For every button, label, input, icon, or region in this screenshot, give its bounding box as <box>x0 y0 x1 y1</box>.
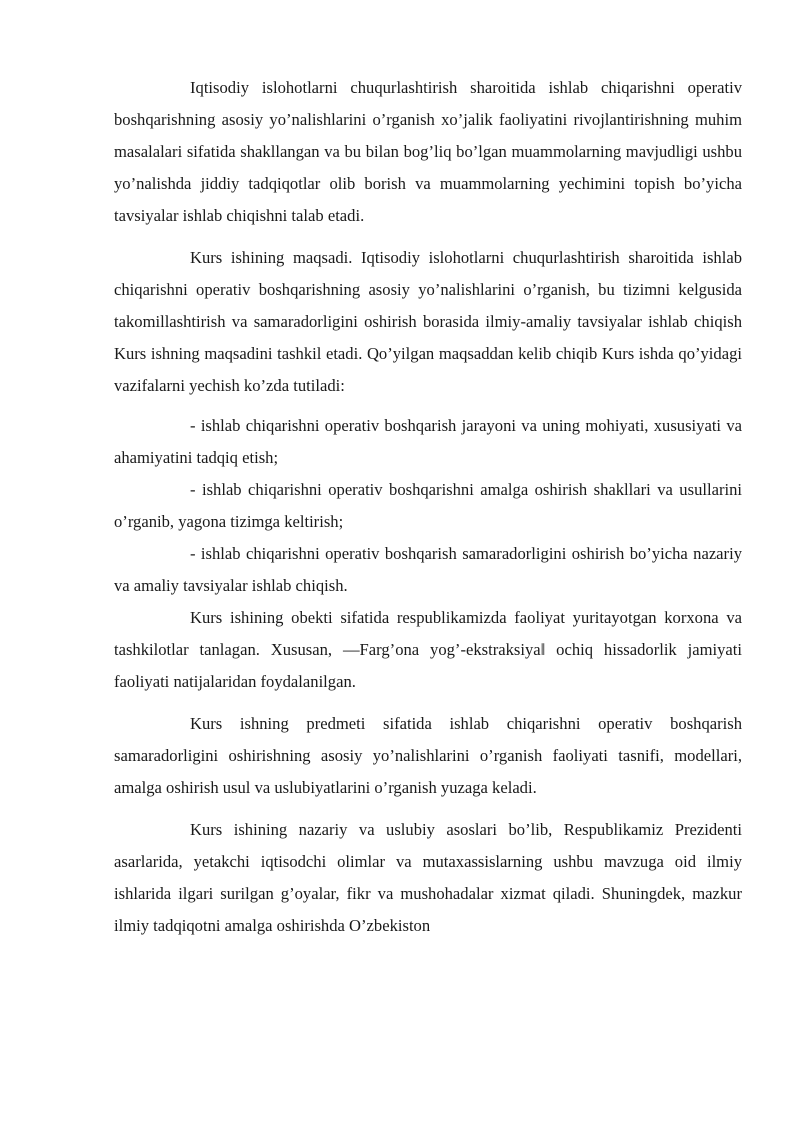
document-body <box>114 72 742 942</box>
task-item-3: - ishlab chiqarishni operativ boshqarish samaradorligini oshirish bo’yicha nazariy va amaliy tavsiyalar ishlab chiqish. <box>114 544 742 595</box>
task-item-1: - ishlab chiqarishni operativ boshqarish jarayoni va uning mohiyati, xususiyati va ahamiyatini tadqiq etish; <box>114 416 742 467</box>
paragraph-course-goal: Kurs ishining maqsadi. Iqtisodiy islohotlarni chuqurlashtirish sharoitida ishlab chiqarishni operativ boshqarishning asosiy yo’nalishlarini o’rganish, bu tizimni kelgusida takomillashtirish va samaradorligini oshirish borasida ilmiy-amaliy tavsiyalar ishlab chiqish Kurs ishning maqsadini tashkil etadi. Qo’yilgan maqsaddan kelib chiqib Kurs ishda qo’yidagi vazifalarni yechish ko’zda tutiladi: <box>114 248 742 395</box>
paragraph-theoretical-basis: Kurs ishining nazariy va uslubiy asoslari bo’lib, Respublikamiz Prezidenti asarlarida, yetakchi iqtisodchi olimlar va mutaxassislarning ushbu mavzuga oid ilmiy ishlarida ilgari surilgan g’oyalar, fikr va mushohadalar xizmat qiladi. Shuningdek, mazkur ilmiy tadqiqotni amalga oshirishda O’zbekiston <box>114 820 742 935</box>
paragraph-course-subject: Kurs ishning predmeti sifatida ishlab chiqarishni operativ boshqarish samaradorligini oshirishning asosiy yo’nalishlarini o’rganish faoliyati tasnifi, modellari, amalga oshirish usul va uslubiyatlarini o’rganish yuzaga keladi. <box>114 714 742 797</box>
task-item-2: - ishlab chiqarishni operativ boshqarishni amalga oshirish shakllari va usullarini o’rganib, yagona tizimga keltirish; <box>114 480 742 531</box>
paragraph-course-object: Kurs ishining obekti sifatida respublikamizda faoliyat yuritayotgan korxona va tashkilotlar tanlagan. Xususan, ―Farg’ona yog’-ekstraksiya‖ ochiq hissadorlik jamiyati faoliyati natijalaridan foydalanilgan. <box>114 608 742 691</box>
paragraph-introduction: Iqtisodiy islohotlarni chuqurlashtirish sharoitida ishlab chiqarishni operativ boshqarishning asosiy yo’nalishlarini o’rganish xo’jalik faoliyatini rivojlantirishning muhim masalalari sifatida shakllangan va bu bilan bog’liq bo’lgan muammolarning mavjudligi ushbu yo’nalishda jiddiy tadqiqotlar olib borish va muammolarning yechimini topish bo’yicha tavsiyalar ishlab chiqishni talab etadi. <box>114 78 742 225</box>
